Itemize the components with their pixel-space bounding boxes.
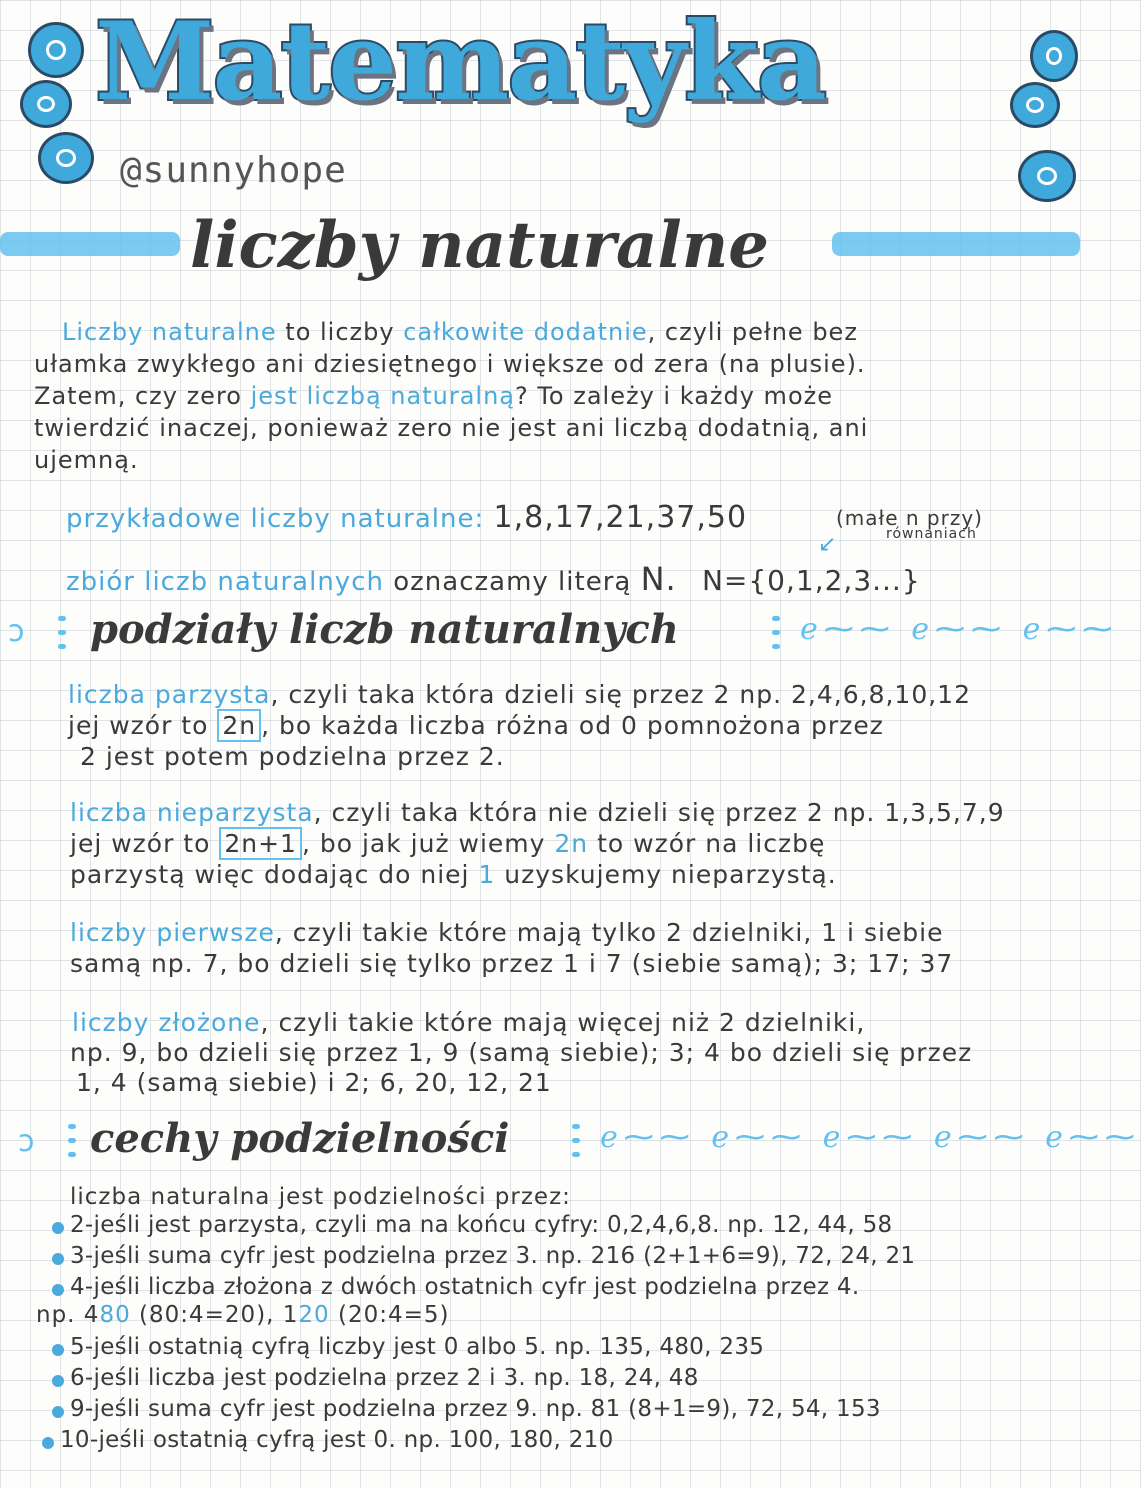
- term-jest-liczba-naturalna: jest liczbą naturalną: [250, 382, 515, 410]
- term-liczby-naturalne: Liczby naturalne: [62, 318, 277, 346]
- paragraph-line: ułamka zwykłego ani dziesiętnego i większe od zera (na plusie).: [34, 350, 866, 378]
- text: , czyli pełne bez: [647, 318, 858, 346]
- text: oznaczamy literą: [383, 567, 641, 597]
- wave-decoration-right: ℯ⁓⁓ ℯ⁓⁓ ℯ⁓⁓: [800, 612, 1119, 647]
- note-bottom: równaniach: [886, 526, 977, 542]
- term-liczby-zlozone: liczby złożone: [72, 1008, 261, 1037]
- rule-6: 6-jeśli liczba jest podzielna przez 2 i 3. np. 18, 24, 48: [70, 1365, 699, 1391]
- rule-10: 10-jeśli ostatnią cyfrą jest 0. np. 100, 180, 210: [60, 1427, 614, 1453]
- text: uzyskujemy nieparzystą.: [495, 860, 837, 889]
- bullet-icon: [52, 1253, 64, 1265]
- text: , czyli taka która nie dzieli się przez 2 np. 1,3,5,7,9: [313, 798, 1005, 827]
- even-line-2: [68, 711, 884, 740]
- wave-decoration-left: ↄ: [18, 1124, 41, 1159]
- rule-9: 9-jeśli suma cyfr jest podzielna przez 9. np. 81 (8+1=9), 72, 54, 153: [70, 1396, 881, 1422]
- bullet-icon: [52, 1284, 64, 1296]
- decor-dot-icon: [1010, 82, 1060, 128]
- heading-highlight-right: [832, 232, 1080, 256]
- text: ? To zależy i każdy może: [514, 382, 833, 410]
- tick-mark: [772, 644, 780, 649]
- prime-line-1: [70, 918, 944, 947]
- set-line: [66, 560, 921, 598]
- prime-line-2: samą np. 7, bo dzieli się tylko przez 1 i 7 (siebie samą); 3; 17; 37: [70, 949, 954, 978]
- examples-line: [66, 500, 747, 535]
- text: , bo jak już wiemy: [301, 829, 555, 858]
- text: , bo każda liczba różna od 0 pomnożona przez: [261, 711, 884, 740]
- rule-4: 4-jeśli liczba złożona z dwóch ostatnich cyfr jest podzielna przez 4.: [70, 1274, 860, 1300]
- paragraph-line: twierdzić inaczej, ponieważ zero nie jest ani liczbą dodatnią, ani: [34, 414, 869, 442]
- term-liczby-pierwsze: liczby pierwsze: [70, 918, 275, 947]
- text: , czyli takie które mają tylko 2 dzielniki, 1 i siebie: [274, 918, 944, 947]
- set-definition: N={0,1,2,3...}: [701, 564, 921, 597]
- bullet-icon: [42, 1437, 54, 1449]
- text: (20:4=5): [329, 1302, 450, 1328]
- term-liczba-nieparzysta: liczba nieparzysta: [70, 798, 314, 827]
- decor-dot-icon: [20, 80, 72, 128]
- text: , czyli takie które mają więcej niż 2 dzielniki,: [260, 1008, 866, 1037]
- section-heading-liczby-naturalne: liczby naturalne: [190, 208, 769, 283]
- tick-mark: [68, 1152, 76, 1157]
- composite-line-3: 1, 4 (samą siebie) i 2; 6, 20, 12, 21: [76, 1068, 552, 1097]
- term-2n: 2n: [554, 829, 589, 858]
- paragraph-line: [62, 318, 858, 346]
- tick-mark: [58, 616, 66, 621]
- text: , czyli taka która dzieli się przez 2 np. 2,4,6,8,10,12: [270, 680, 971, 709]
- text: np. 4: [36, 1302, 100, 1328]
- composite-line-2: np. 9, bo dzieli się przez 1, 9 (samą siebie); 3; 4 bo dzieli się przez: [70, 1038, 973, 1067]
- odd-line-3: [70, 860, 837, 889]
- tick-mark: [58, 644, 66, 649]
- rules-intro: liczba naturalna jest podzielności przez:: [70, 1184, 571, 1210]
- set-label: zbiór liczb naturalnych: [66, 567, 384, 597]
- bullet-icon: [52, 1375, 64, 1387]
- examples-values: 1,8,17,21,37,50: [493, 500, 748, 535]
- tick-mark: [58, 630, 66, 635]
- arrow-icon: ↙: [818, 532, 837, 557]
- section-heading-podzialy: podziały liczb naturalnych: [90, 606, 679, 653]
- section-heading-cechy: cechy podzielności: [90, 1115, 510, 1162]
- digits-highlight: 80: [99, 1302, 131, 1328]
- digits-highlight: 20: [298, 1302, 330, 1328]
- text: jej wzór to: [68, 711, 218, 740]
- decor-dot-icon: [38, 132, 94, 184]
- wave-decoration-right: ℯ⁓⁓ ℯ⁓⁓ ℯ⁓⁓ ℯ⁓⁓ ℯ⁓⁓: [600, 1120, 1141, 1155]
- bullet-icon: [52, 1222, 64, 1234]
- text: (80:4=20), 1: [130, 1302, 299, 1328]
- author-handle: @sunnyhope: [120, 150, 347, 191]
- rule-2: 2-jeśli jest parzysta, czyli ma na końcu cyfry: 0,2,4,6,8. np. 12, 44, 58: [70, 1212, 893, 1238]
- text: jej wzór to: [70, 829, 220, 858]
- term-calkowite-dodatnie: całkowite dodatnie: [403, 318, 648, 346]
- heading-highlight-left: [0, 232, 180, 256]
- examples-label: przykładowe liczby naturalne:: [66, 504, 485, 534]
- tick-mark: [772, 616, 780, 621]
- odd-line-1: [70, 798, 1005, 827]
- tick-mark: [572, 1152, 580, 1157]
- even-line-1: [68, 680, 971, 709]
- rule-5: 5-jeśli ostatnią cyfrą liczby jest 0 albo 5. np. 135, 480, 235: [70, 1334, 765, 1360]
- tick-mark: [572, 1124, 580, 1129]
- bullet-icon: [52, 1344, 64, 1356]
- term-1: 1: [478, 860, 496, 889]
- paragraph-line: [34, 382, 833, 410]
- term-liczba-parzysta: liczba parzysta: [68, 680, 271, 709]
- text: to wzór na liczbę: [588, 829, 826, 858]
- tick-mark: [572, 1138, 580, 1143]
- even-line-3: 2 jest potem podzielna przez 2.: [80, 742, 505, 771]
- text: to liczby: [276, 318, 404, 346]
- tick-mark: [68, 1138, 76, 1143]
- note-top: (małe n przy): [836, 506, 983, 530]
- paragraph-line: ujemną.: [34, 446, 139, 474]
- set-letter: N.: [640, 560, 677, 598]
- formula-odd: 2n+1: [219, 827, 302, 860]
- decor-dot-icon: [1030, 30, 1078, 82]
- text: parzystą więc dodając do niej: [70, 860, 479, 889]
- decor-dot-icon: [28, 22, 84, 78]
- odd-line-2: [70, 829, 825, 858]
- decor-dot-icon: [1018, 150, 1076, 202]
- page-title: Matematyka: [95, 0, 825, 125]
- text: Zatem, czy zero: [34, 382, 251, 410]
- rule-3: 3-jeśli suma cyfr jest podzielna przez 3. np. 216 (2+1+6=9), 72, 24, 21: [70, 1243, 916, 1269]
- bullet-icon: [52, 1406, 64, 1418]
- formula-even: 2n: [217, 709, 261, 742]
- rule-4-example: [36, 1302, 450, 1328]
- wave-decoration-left: ↄ: [8, 614, 31, 649]
- tick-mark: [772, 630, 780, 635]
- composite-line-1: [72, 1008, 865, 1037]
- tick-mark: [68, 1124, 76, 1129]
